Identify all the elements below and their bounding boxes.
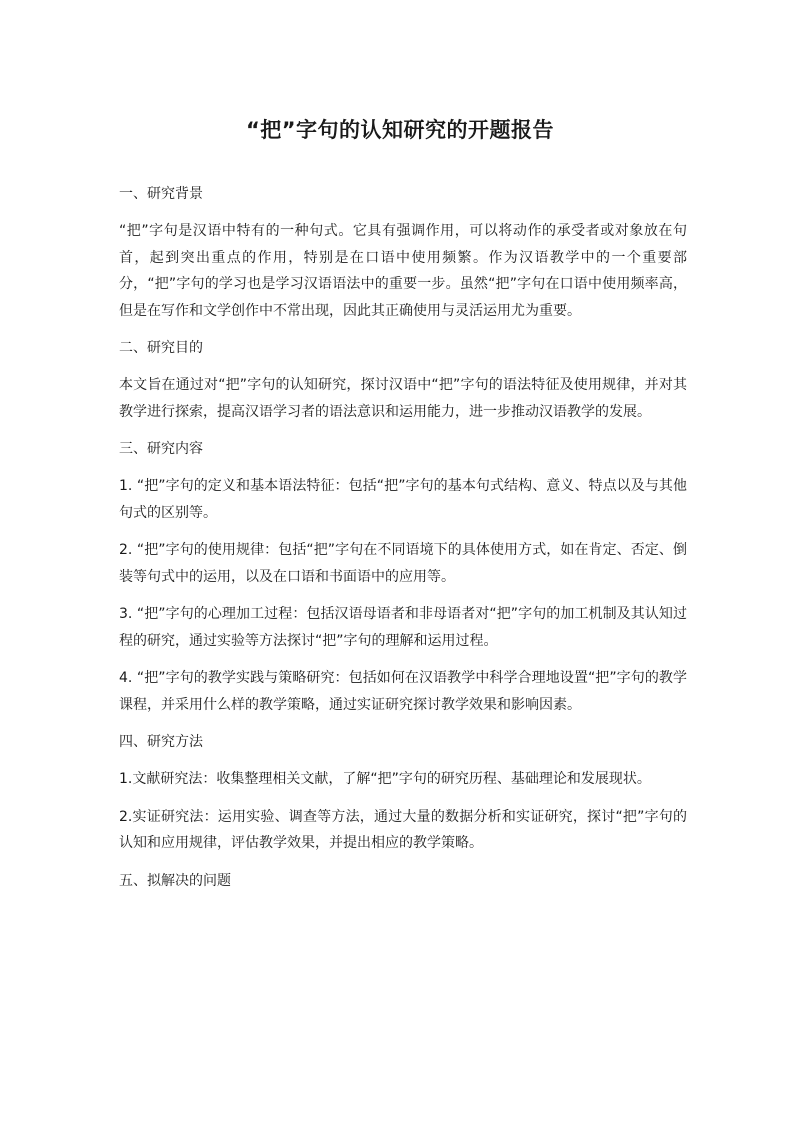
paragraph-content-2: 2. “把”字句的使用规律：包括“把”字句在不同语境下的具体使用方式，如在肯定、否定、倒装等句式中的运用，以及在口语和书面语中的应用等。 — [119, 542, 687, 585]
document-body — [119, 181, 687, 905]
paragraph-content-3: 3. “把”字句的心理加工过程：包括汉语母语者和非母语者对“把”字句的加工机制及其认知过程的研究，通过实验等方法探讨“把”字句的理解和运用过程。 — [119, 606, 687, 649]
paragraph-purpose: 本文旨在通过对“把”字句的认知研究，探讨汉语中“把”字句的语法特征及使用规律，并对其教学进行探索，提高汉语学习者的语法意识和运用能力，进一步推动汉语教学的发展。 — [119, 377, 687, 420]
paragraph-background: “把”字句是汉语中特有的一种句式。它具有强调作用，可以将动作的承受者或对象放在句首，起到突出重点的作用，特别是在口语中使用频繁。作为汉语教学中的一个重要部分，“把”字句的学习也是学习汉语语法中的重要一步。虽然“把”字句在口语中使用频率高，但是在写作和文学创作中不常出现，因此其正确使用与灵活运用尤为重要。 — [119, 223, 687, 319]
section-heading-problems: 五、拟解决的问题 — [119, 872, 231, 889]
paragraph-methods-2: 2.实证研究法：运用实验、调查等方法，通过大量的数据分析和实证研究，探讨“把”字句的认知和应用规律，评估教学效果，并提出相应的教学策略。 — [119, 808, 687, 851]
paragraph-content-4: 4. “把”字句的教学实践与策略研究：包括如何在汉语教学中科学合理地设置“把”字句的教学课程，并采用什么样的教学策略，通过实证研究探讨教学效果和影响因素。 — [119, 670, 687, 713]
section-heading-methods: 四、研究方法 — [119, 734, 203, 750]
section-heading-purpose: 二、研究目的 — [119, 340, 203, 356]
paragraph-content-1: 1. “把”字句的定义和基本语法特征：包括“把”字句的基本句式结构、意义、特点以及与其他句式的区别等。 — [119, 478, 687, 521]
section-heading-content: 三、研究内容 — [119, 441, 203, 457]
paragraph-methods-1: 1.文献研究法：收集整理相关文献，了解“把”字句的研究历程、基础理论和发展现状。 — [119, 771, 651, 787]
document-title: “把”字句的认知研究的开题报告 — [245, 118, 555, 142]
section-heading-background: 一、研究背景 — [119, 186, 203, 202]
